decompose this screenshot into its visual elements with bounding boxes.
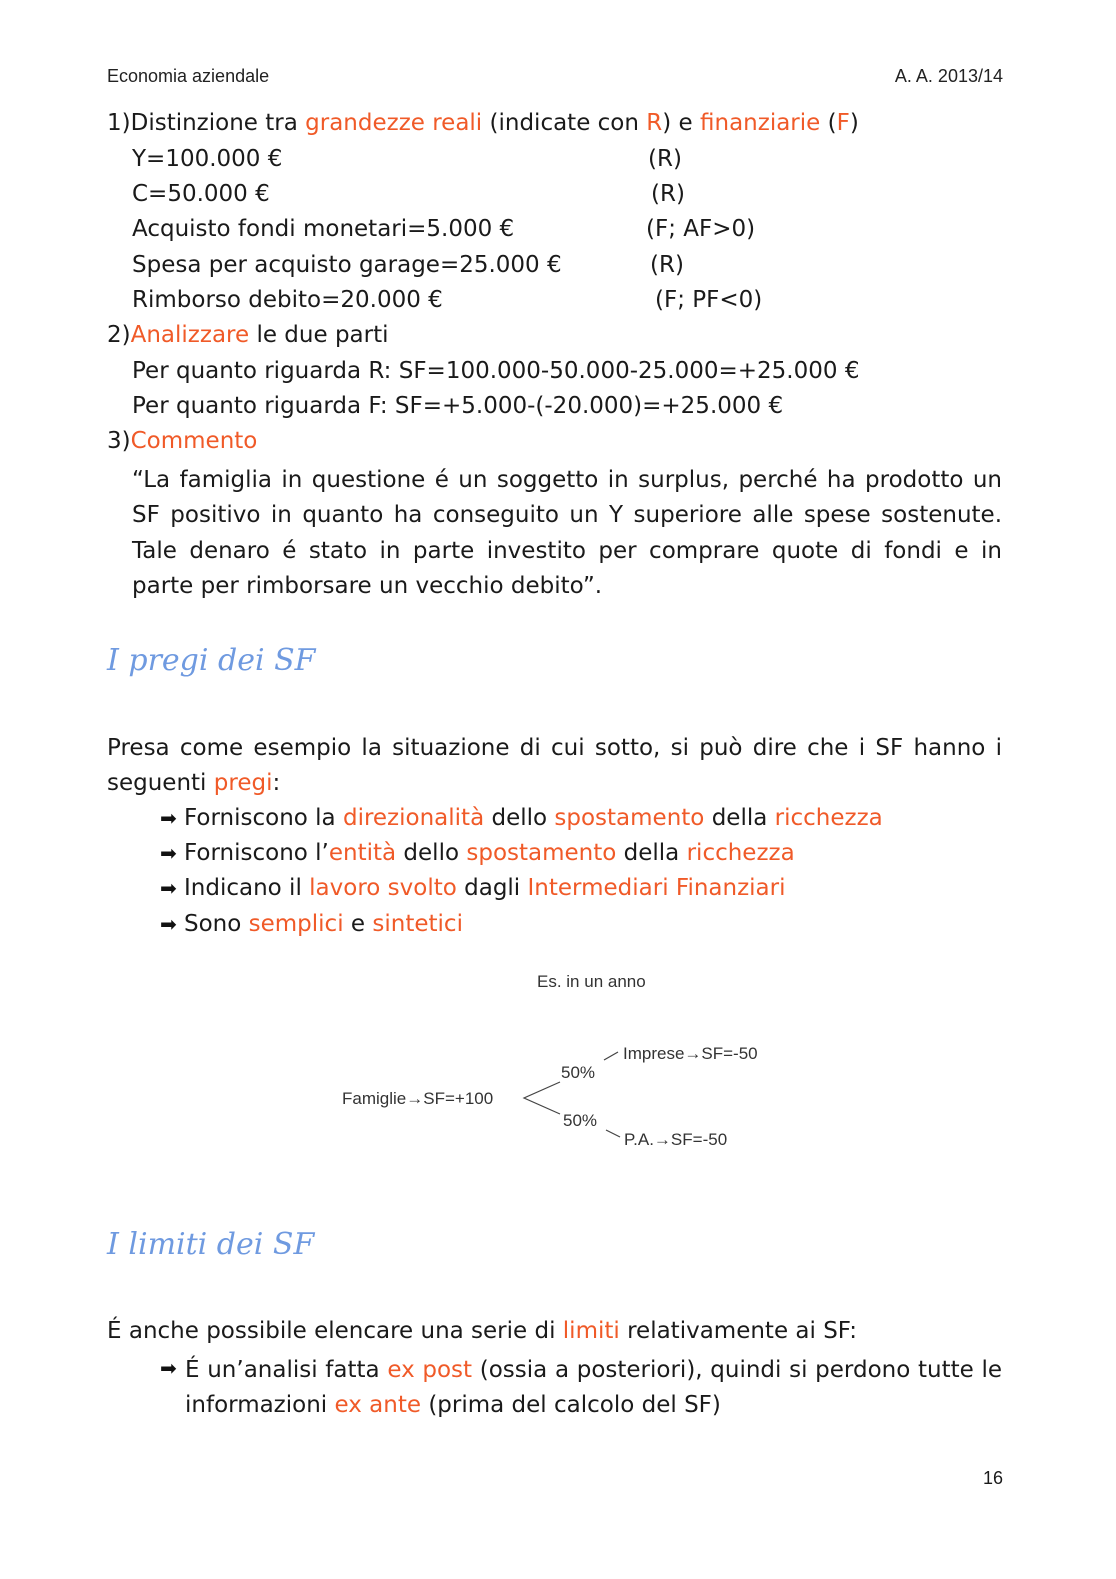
arrow-right-icon: ➡ — [160, 841, 177, 865]
arrow-right-icon: ➡ — [160, 876, 177, 900]
highlight-limiti: limiti — [562, 1318, 620, 1344]
highlight-commento: Commento — [130, 428, 258, 454]
item3-number: 3) — [107, 428, 131, 454]
item1-row-tag: (F; PF<0) — [655, 287, 763, 313]
highlight-pregi: pregi — [213, 770, 273, 797]
diagram-source: Famiglie→SF=+100 — [342, 1089, 494, 1108]
item1-row-tag: (R) — [651, 181, 685, 207]
item1-row-label: Y=100.000 € — [132, 146, 283, 172]
header-course: Economia aziendale — [107, 66, 270, 86]
limiti-intro: É anche possibile elencare una serie di limiti relativamente ai SF: — [107, 1318, 857, 1344]
diagram-bottom-percent: 50% — [563, 1111, 598, 1130]
pregi-bullet: ➡ Forniscono l’entità dello spostamento della ricchezza — [160, 840, 795, 866]
item1-row-tag: (R) — [650, 252, 684, 278]
item1-heading: 1)Distinzione tra grandezze reali (indicate con R) e finanziarie (F) — [107, 110, 859, 136]
pregi-bullet: ➡ Sono semplici e sintetici — [160, 911, 463, 937]
pregi-bullet: ➡ Forniscono la direzionalità dello spostamento della ricchezza — [160, 805, 883, 831]
item2-heading: 2)Analizzare le due parti — [107, 322, 389, 348]
diagram-top-tick — [604, 1052, 618, 1060]
diagram-bottom-target: P.A.→SF=-50 — [624, 1130, 728, 1149]
item1-row-label: Rimborso debito=20.000 € — [132, 287, 443, 313]
item2-line-f: Per quanto riguarda F: SF=+5.000-(-20.000)=+25.000 € — [132, 393, 784, 419]
item1-row-label: C=50.000 € — [132, 181, 270, 207]
pregi-intro: Presa come esempio la situazione di cui sotto, si può dire che i SF hanno i seguenti pregi: — [107, 735, 1002, 797]
diagram-caption: Es. in un anno — [537, 972, 646, 991]
diagram-top-target: Imprese→SF=-50 — [623, 1044, 758, 1063]
item1-row-tag: (F; AF>0) — [646, 216, 756, 242]
diagram-branch-lines — [524, 1082, 560, 1114]
item3-quote: “La famiglia in questione é un soggetto in surplus, perché ha prodotto un SF positivo in quanto ha conseguito un Y superiore alle spese sostenute. Tale denaro é stato in parte investito per comprare quote di fondi e in parte per rimborsare un vecchio debito”. — [132, 467, 1002, 599]
section-title-limiti: I limiti dei SF — [107, 1227, 315, 1262]
header-year: A. A. 2013/14 — [894, 66, 1003, 86]
arrow-right-icon: ➡ — [160, 1356, 177, 1380]
item1-row-label: Spesa per acquisto garage=25.000 € — [132, 252, 562, 278]
section-title-pregi: I pregi dei SF — [107, 643, 316, 678]
highlight-analizzare: Analizzare — [130, 322, 250, 348]
item2-line-r: Per quanto riguarda R: SF=100.000-50.000-25.000=+25.000 € — [132, 358, 860, 384]
arrow-right-icon: ➡ — [160, 912, 177, 936]
item2-number: 2) — [107, 322, 131, 348]
item1-row-tag: (R) — [648, 146, 682, 172]
page-number: 16 — [982, 1468, 1003, 1488]
item1-number: 1) — [107, 110, 131, 136]
highlight-grandezze-reali: grandezze reali — [305, 110, 483, 136]
limiti-bullet: É un’analisi fatta ex post (ossia a posteriori), quindi si perdono tutte le informazioni ex ante (prima del calcolo del SF) — [185, 1357, 1003, 1419]
diagram-bottom-tick — [606, 1130, 620, 1137]
highlight-finanziarie: finanziarie — [700, 110, 821, 136]
diagram-top-percent: 50% — [561, 1063, 596, 1082]
pregi-bullet: ➡ Indicano il lavoro svolto dagli Intermediari Finanziari — [160, 875, 786, 901]
arrow-right-icon: ➡ — [160, 806, 177, 830]
item1-row-label: Acquisto fondi monetari=5.000 € — [132, 216, 515, 242]
